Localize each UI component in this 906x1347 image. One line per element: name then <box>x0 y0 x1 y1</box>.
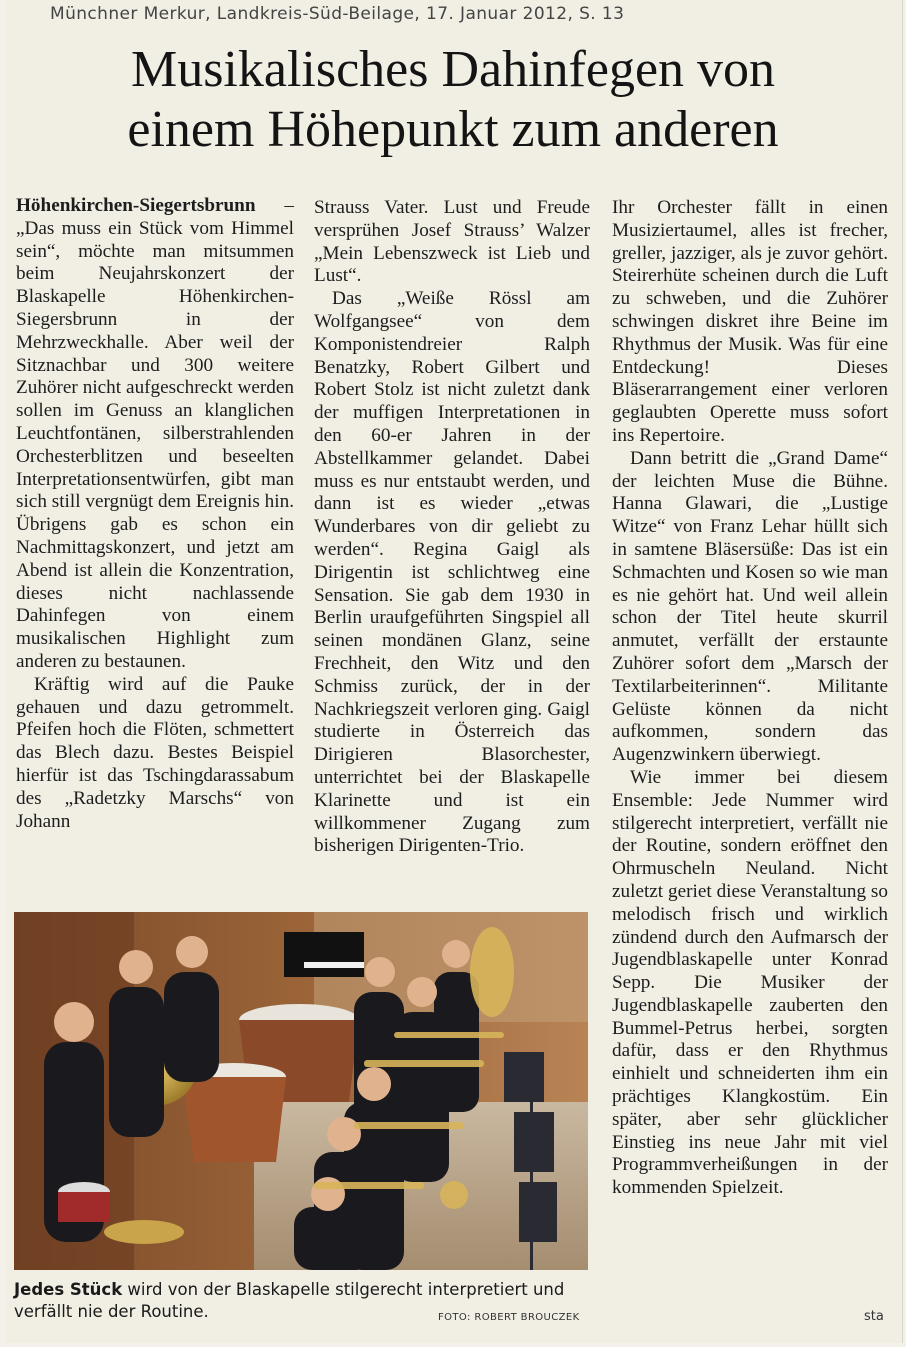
headline-line-2: einem Höhepunkt zum anderen <box>127 101 779 158</box>
orchestra-photo <box>14 912 588 1270</box>
caption-text: wird von der Blaskapelle stilgerecht interpretiert und verfällt nie der Routine. <box>14 1280 565 1321</box>
article-column-2 <box>314 197 590 858</box>
headline-line-1: Musikalisches Dahinfegen von <box>130 41 776 98</box>
paragraph: Strauss Vater. Lust und Freude versprühen Josef Strauss’ Walzer „Mein Lebenszweck ist Lieb und Lust“. <box>314 197 590 287</box>
caption-lead: Jedes Stück <box>14 1280 123 1299</box>
author-signature: sta <box>864 1309 884 1324</box>
orchestra-photo-illustration <box>14 912 588 1270</box>
paragraph: Das „Weiße Rössl am Wolfgangsee“ von dem Komponistendreier Ralph Benatzky, Robert Gilbert und Robert Stolz ist nicht zuletzt dank der muffigen Interpretationen in den 60-er Jahren in der Abstellkammer gelandet. Dabei muss es nur entstaubt werden, und dann ist es wieder „etwas Wunderbares von dir geliebt zu werden“. Regina Gaigl als Dirigentin ist schlichtweg eine Sensation. Sie gab dem 1930 in Berlin uraufgeführten Singspiel all seinen mondänen Glanz, seine Frechheit, den Witz und den Schmiss zurück, der in der Nachkriegszeit verloren ging. Gaigl studierte in Österreich das Dirigieren Blasorchester, unterrichtet bei der Blaskapelle Klarinette und ist ein willkommener Zugang zum bisherigen Dirigenten-Trio. <box>314 288 590 857</box>
article-column-3 <box>612 197 888 1200</box>
article-column-1 <box>16 195 294 833</box>
paragraph-text: – „Das muss ein Stück vom Himmel sein“, möchte man mitsummen beim Neujahrskonzert der Blaskapelle Höhenkirchen-Siegersbrunn in der Mehrzweckhalle. Aber weil der Sitznachbar und 300 weitere Zuhörer nicht aufgeschreckt werden sollen im Genuss an klanglichen Leuchtfontänen, silberstrahlenden Orchesterblitzen und beseelten Interpretationsentwürfen, gibt man sich still vergnügt dem Ereignis hin. Übrigens gab es schon ein Nachmittagskonzert, und jetzt am Abend ist allein die Konzentration, dieses nicht nachlassende Dahinfegen von einem musikalischen Highlight zum anderen zu bestaunen. <box>16 195 294 672</box>
paragraph: Dann betritt die „Grand Dame“ der leichten Muse die Bühne. Hanna Glawari, die „Lustige Witze“ von Franz Lehar hüllt sich in samtene Bläsersüße: Das ist ein Schmachten und Kosen so wie man es nie gehört hat. Und weil allein schon der Titel heute skurril anmutet, verfällt der erstaunte Zuhörer sofort dem „Marsch der Textilarbeiterinnen“. Militante Gelüste können da nicht aufkommen, sondern das Augenzwinkern überwiegt. <box>612 447 888 766</box>
headline <box>0 40 906 160</box>
dateline: Höhenkirchen-Siegertsbrunn <box>16 195 256 216</box>
paragraph <box>16 195 294 674</box>
photo-credit: FOTO: ROBERT BROUCZEK <box>438 1312 580 1323</box>
source-line: Münchner Merkur, Landkreis-Süd-Beilage, 17. Januar 2012, S. 13 <box>50 4 625 24</box>
paragraph: Ihr Orchester fällt in einen Musiziertaumel, alles ist frecher, greller, jazziger, als je zuvor gehört. Steirerhüte scheinen durch die Luft zu schweben, und die Zuhörer schwingen diskret ihre Beine im Rhythmus der Musik. Was für eine Entdeckung! Dieses Bläserarrangement einer verloren geglaubten Operette muss sofort ins Repertoire. <box>612 197 888 446</box>
paragraph: Wie immer bei diesem Ensemble: Jede Nummer wird stilgerecht interpretiert, verfällt nie der Routine, sondern eröffnet den Ohrmuscheln Neuland. Nicht zuletzt geriet diese Veranstaltung so melodisch frisch und wirklich zündend durch den Aufmarsch der Jugendblaskapelle unter Konrad Sepp. Die Musiker der Jugendblaskapelle zauberten den Bummel-Petrus herbei, sorgten dafür, dass er den Rhythmus einhielt und schneiderten ihm ein prächtiges Klangkostüm. Ein später, aber sehr glücklicher Einstieg ins neue Jahr mit viel Programmverheißungen in der kommenden Spielzeit. <box>612 766 888 1199</box>
paragraph: Kräftig wird auf die Pauke gehauen und dazu getrommelt. Pfeifen hoch die Flöten, schmettert das Blech dazu. Bestes Beispiel hierfür ist das Tschingdarassabum des „Radetzky Marschs“ von Johann <box>16 673 294 832</box>
